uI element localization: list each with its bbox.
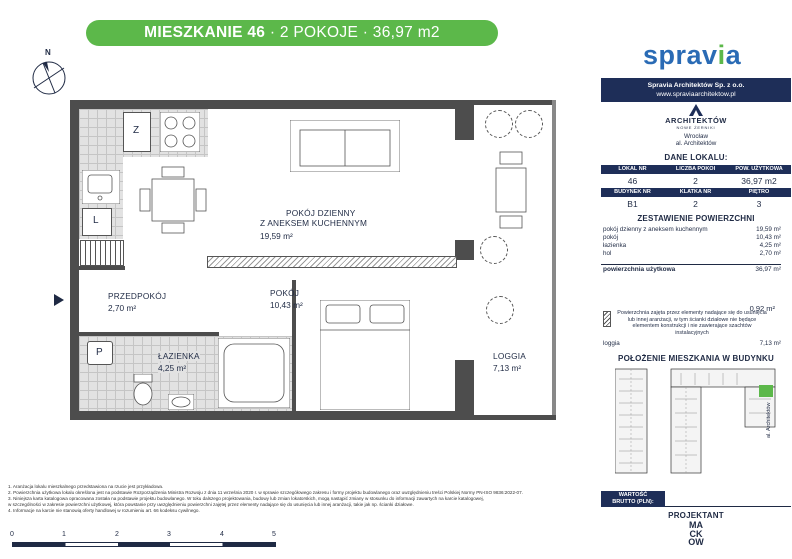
areas-total-label: powierzchnia użytkowa	[603, 266, 676, 273]
room-label-loggia: LOGGIA	[493, 351, 527, 361]
washbasin-icon	[168, 394, 194, 410]
street-label: al. Architektów	[766, 402, 772, 438]
dishwasher	[82, 208, 112, 236]
price-label-2: BRUTTO (PLN):	[612, 499, 654, 505]
room-area-loggia: 7,13 m²	[493, 363, 522, 373]
dishwasher-symbol: L	[93, 215, 99, 226]
apartment-title	[86, 20, 498, 46]
fridge-symbol: Z	[133, 125, 140, 136]
loggia-plant	[515, 110, 543, 138]
info-panel	[601, 78, 791, 547]
room-area-room: 10,43 m²	[270, 300, 303, 310]
room-area-bath: 4,25 m²	[158, 363, 187, 373]
wall-right-bottom	[455, 360, 474, 420]
investment-logo-main: ARCHITEKTÓW	[665, 116, 727, 125]
wall-kitchen-hall	[79, 266, 125, 270]
investment-logo	[601, 104, 791, 147]
unit-data-title: DANE LOKALU:	[664, 153, 728, 162]
investment-logo-sub: NOWE ŻERNIKI	[676, 125, 716, 130]
bathtub-icon	[218, 338, 290, 408]
footnote: 4. Informacje na karcie nie stanowią oferty handlowej w rozumieniu art. 66 kodeksu cywilnego.	[8, 508, 200, 513]
hall-wardrobe	[80, 240, 124, 266]
area-row-value: 10,43 m²	[756, 234, 781, 241]
scale-label: 1	[62, 531, 66, 538]
areas-total-line	[601, 264, 781, 265]
room-area-living: 19,59 m²	[260, 231, 293, 241]
unit-data-value-row-1	[601, 174, 791, 187]
areas-total-value: 36,97 m²	[755, 266, 781, 273]
investment-street: al. Architektów	[675, 140, 717, 147]
header-floor: PIĘTRO	[748, 189, 770, 195]
sofa-icon	[290, 120, 400, 172]
entrance-arrow-icon	[54, 294, 64, 306]
header-staircase: KLATKA NR	[679, 189, 712, 195]
designer-logo: MA CK OW	[688, 520, 704, 547]
area-row-value: 2,70 m²	[759, 250, 781, 257]
price-label-box	[601, 491, 665, 507]
excluded-area-note: Powierzchnia zajęta przez elementy nadające się do usunięcia lub innej aranżacji, w tym ścianki działowe nie będące elementem konstrukcji i nie zawierające szachtów instalacyjnych	[617, 310, 767, 336]
area-row-label: hol	[603, 250, 612, 257]
footnote: 3. Niniejsza karta katalogowa opracowana została na podstawie projektu budowlanego. W toku dalszego projektowania, budowy lub zmian lokatorskich, mogą nastąpić zmiany w stosunku do informacji zawartych na karcie katalogowej,	[8, 496, 484, 501]
unit-data-header-row-1	[601, 165, 791, 174]
footnotes	[8, 484, 598, 514]
loggia-plant	[480, 236, 508, 264]
washing-machine	[87, 341, 113, 365]
excluded-area-value: 0,92 m²	[749, 304, 775, 313]
value-building: B1	[627, 199, 638, 209]
sink-icon	[82, 170, 120, 204]
compass-north-label: N	[45, 48, 51, 57]
designer-label: PROJEKTANT	[668, 511, 724, 520]
unit-data-value-row-2	[601, 197, 791, 210]
loggia-area-value: 7,13 m²	[759, 340, 781, 347]
loggia-plant	[485, 110, 513, 138]
header-rooms: LICZBA POKOI	[675, 166, 716, 172]
value-rooms: 2	[693, 176, 698, 186]
wall-top	[70, 100, 474, 109]
price-label-1: WARTOŚĆ	[618, 492, 648, 498]
loggia-area-label: loggia	[603, 340, 620, 347]
header-area-unit: m2	[417, 24, 440, 41]
unit-data-header-row-2	[601, 188, 791, 197]
room-label-hall: PRZEDPOKÓJ	[108, 291, 167, 301]
apartment-number: MIESZKANIE 46	[144, 24, 266, 41]
room-label-room: POKÓJ	[270, 288, 300, 298]
value-floor: 3	[756, 199, 762, 209]
area-row-label: łazienka	[603, 242, 627, 249]
architektow-logo-icon	[689, 104, 703, 116]
price-value	[665, 491, 791, 507]
areas-title: ZESTAWIENIE POWIERZCHNI	[637, 214, 755, 223]
wall-left	[70, 100, 79, 420]
loggia-table-icon	[486, 150, 536, 230]
scale-label: 0	[10, 531, 14, 538]
room-label-living: POKÓJ DZIENNY Z ANEKSEM KUCHENNYM	[260, 208, 368, 228]
header-area: 36,97	[372, 24, 414, 41]
room-area-hall: 2,70 m²	[108, 303, 137, 313]
area-row-value: 4,25 m²	[759, 242, 781, 249]
cooktop-icon	[160, 112, 200, 152]
room-label-bath: ŁAZIENKA	[158, 351, 200, 361]
header-building: BUDYNEK NR	[614, 189, 651, 195]
building-location-map	[615, 367, 785, 479]
selected-apartment-highlight	[759, 385, 773, 397]
value-area: 36,97 m2	[741, 176, 777, 186]
spravia-logo: spravia	[643, 40, 742, 70]
header-unit-no: LOKAL NR	[618, 166, 647, 172]
wall-right-top	[455, 100, 474, 140]
location-title: POŁOŻENIE MIESZKANIA W BUDYNKU	[618, 354, 774, 363]
wall-bottom	[70, 411, 474, 420]
loggia-plant	[486, 296, 514, 324]
scale-label: 3	[167, 531, 171, 538]
company-box	[601, 78, 791, 102]
washer-symbol: P	[96, 347, 103, 358]
value-staircase: 2	[693, 199, 698, 209]
loggia-wall-bottom	[474, 415, 556, 420]
area-row-label: pokój	[603, 234, 619, 241]
footnote: w szczególności w zakresie powierzchni użytkowej, która powstanie przy uwzględnieniu powierzchni zajętej przez elementy nadające się do usunięcia lub innej aranżacji, takie jak np. ścianki działowe.	[8, 502, 414, 507]
company-website: www.spraviaarchitektow.pl	[656, 91, 736, 98]
loggia-wall-top	[474, 100, 556, 105]
bed-icon	[320, 300, 410, 410]
floor-plan	[60, 90, 580, 430]
footnote: 2. Powierzchnia użytkowa lokalu określona jest na podstawie Rozporządzenia Ministra Rozwoju z dnia 11 września 2020 r. w sprawie szczegółowego zakresu i formy projektu budowlanego oraz uwzględnieniu treści Polskiej Normy PN-ISO 9836:2022-07.	[8, 490, 523, 495]
dining-table-icon	[138, 165, 210, 235]
area-row-label: pokój dzienny z aneksem kuchennym	[603, 226, 708, 233]
value-unit-no: 46	[627, 176, 638, 186]
investment-city: Wrocław	[683, 133, 709, 140]
toilet-icon	[132, 374, 154, 406]
scale-bar	[12, 542, 276, 547]
company-name: Spravia Architektów Sp. z o.o.	[647, 82, 745, 89]
area-row-value: 19,59 m²	[756, 226, 781, 233]
loggia-wall-right	[552, 100, 556, 420]
scale-label: 4	[220, 531, 224, 538]
rooms-count: · 2 POKOJE ·	[269, 24, 369, 41]
excluded-hatch-icon	[603, 311, 611, 327]
wall-right-mid	[455, 240, 474, 260]
scale-label: 2	[115, 531, 119, 538]
scale-label: 5	[272, 531, 276, 538]
removable-partition	[207, 256, 457, 268]
fridge	[123, 112, 151, 152]
header-area: POW. UŻYTKOWA	[735, 166, 783, 172]
footnote: 1. Aranżacja lokalu mieszkalnego przedstawiona na rzucie jest przykładowa.	[8, 484, 164, 489]
